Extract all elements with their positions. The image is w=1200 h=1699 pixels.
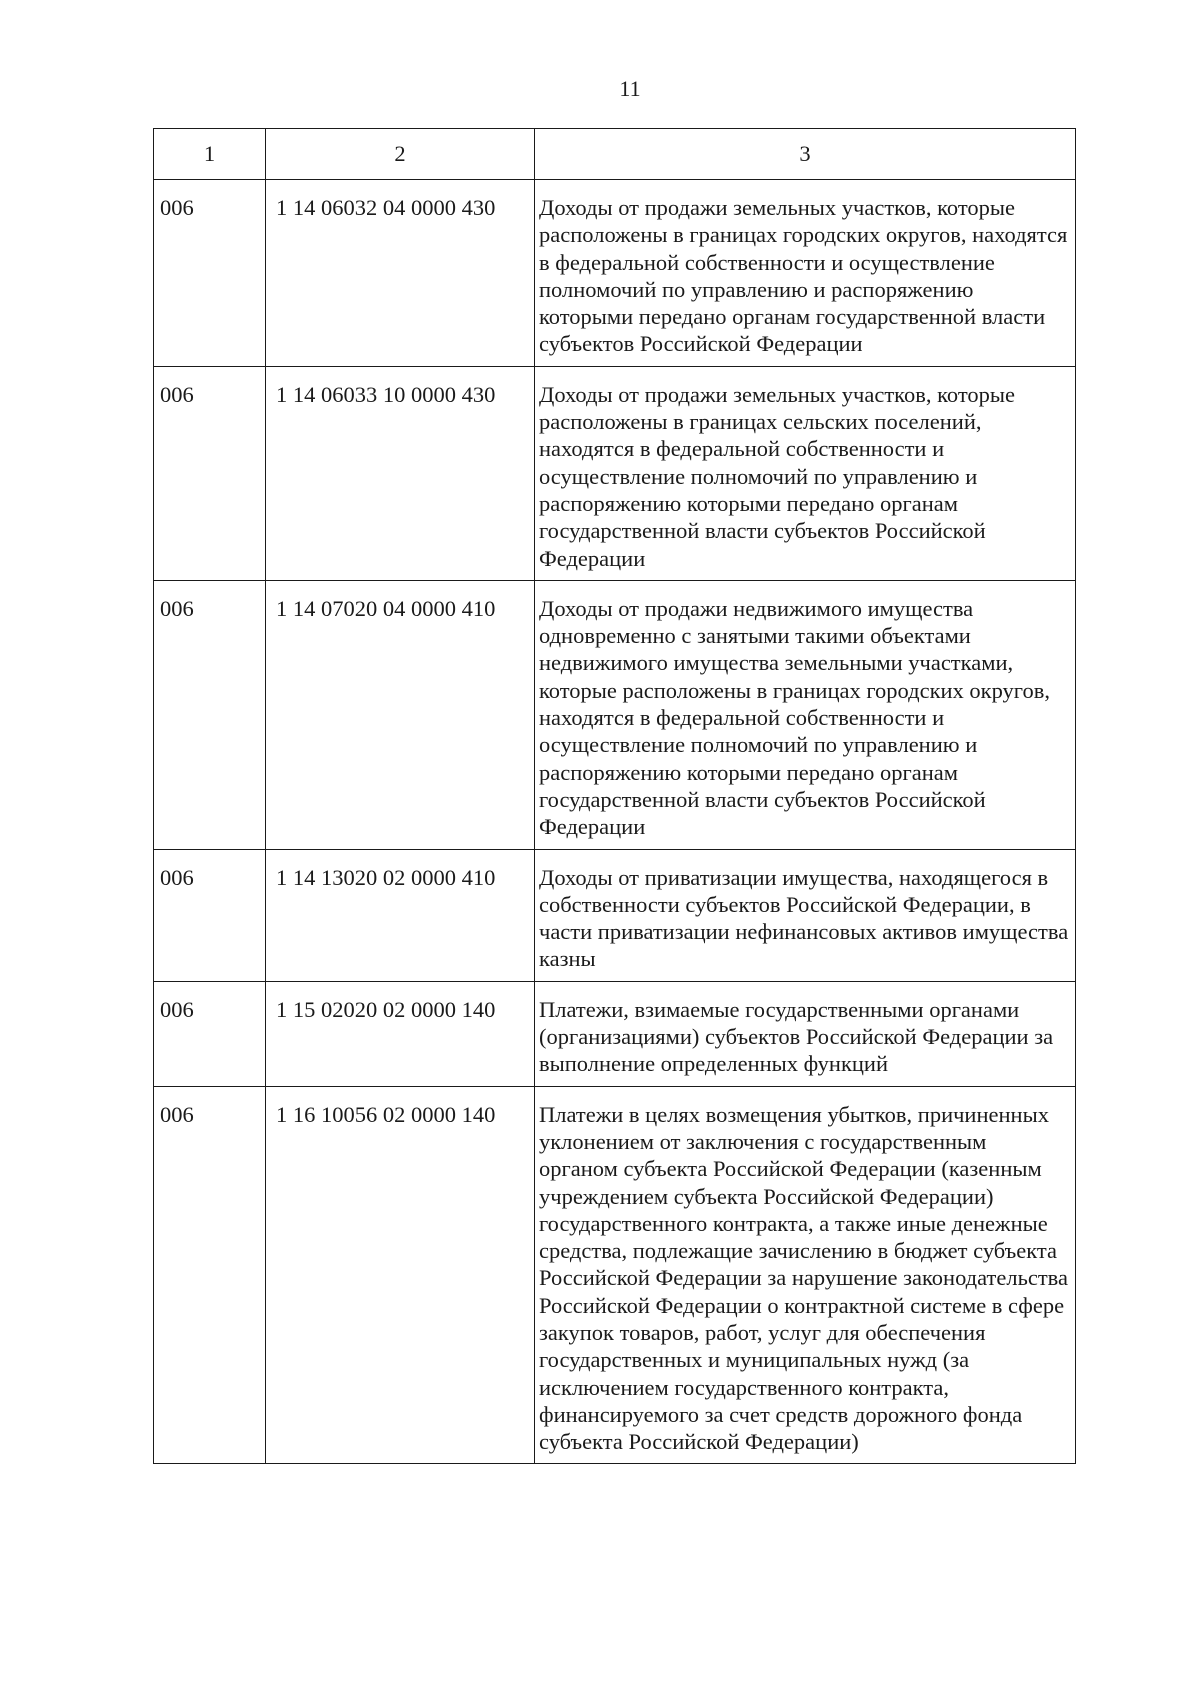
- description-cell: Доходы от продажи недвижимого имущества одновременно с занятыми такими объектами недвижимого имущества земельными участками, которые расположены в границах городских округов, находятся в федеральной собственности и осуществление полномочий по управлению и распоряжению которыми передано органам государственной власти субъектов Российской Федерации: [535, 580, 1076, 849]
- admin-code-cell: 006: [154, 180, 266, 367]
- table-header-row: [154, 129, 1076, 180]
- table-row: [154, 180, 1076, 367]
- column-header-2: 2: [266, 129, 535, 180]
- description-cell: Платежи в целях возмещения убытков, причиненных уклонением от заключения с государственным органом субъекта Российской Федерации (казенным учреждением субъекта Российской Федерации) государственного контракта, а также иные денежные средства, подлежащие зачислению в бюджет субъекта Российской Федерации за нарушение законодательства Российской Федерации о контрактной системе в сфере закупок товаров, работ, услуг для обеспечения государственных и муниципальных нужд (за исключением государственного контракта, финансируемого за счет средств дорожного фонда субъекта Российской Федерации): [535, 1086, 1076, 1464]
- revenue-code-cell: 1 14 06033 10 0000 430: [266, 366, 535, 580]
- table-row: [154, 981, 1076, 1086]
- table-row: [154, 849, 1076, 981]
- description-cell: Доходы от продажи земельных участков, которые расположены в границах городских округов, находятся в федеральной собственности и осуществление полномочий по управлению и распоряжению которыми передано органам государственной власти субъектов Российской Федерации: [535, 180, 1076, 367]
- revenue-codes-table: [153, 128, 1076, 1464]
- revenue-code-cell: 1 14 07020 04 0000 410: [266, 580, 535, 849]
- admin-code-cell: 006: [154, 981, 266, 1086]
- revenue-code-cell: 1 15 02020 02 0000 140: [266, 981, 535, 1086]
- admin-code-cell: 006: [154, 366, 266, 580]
- page-number: 11: [619, 76, 641, 101]
- admin-code-cell: 006: [154, 1086, 266, 1464]
- description-cell: Доходы от приватизации имущества, находящегося в собственности субъектов Российской Федерации, в части приватизации нефинансовых активов имущества казны: [535, 849, 1076, 981]
- revenue-code-cell: 1 16 10056 02 0000 140: [266, 1086, 535, 1464]
- description-cell: Платежи, взимаемые государственными органами (организациями) субъектов Российской Федерации за выполнение определенных функций: [535, 981, 1076, 1086]
- revenue-code-cell: 1 14 06032 04 0000 430: [266, 180, 535, 367]
- table-row: [154, 366, 1076, 580]
- column-header-3: 3: [535, 129, 1076, 180]
- table-row: [154, 1086, 1076, 1464]
- table-row: [154, 580, 1076, 849]
- admin-code-cell: 006: [154, 849, 266, 981]
- description-cell: Доходы от продажи земельных участков, которые расположены в границах сельских поселений, находятся в федеральной собственности и осуществление полномочий по управлению и распоряжению которыми передано органам государственной власти субъектов Российской Федерации: [535, 366, 1076, 580]
- revenue-code-cell: 1 14 13020 02 0000 410: [266, 849, 535, 981]
- admin-code-cell: 006: [154, 580, 266, 849]
- column-header-1: 1: [154, 129, 266, 180]
